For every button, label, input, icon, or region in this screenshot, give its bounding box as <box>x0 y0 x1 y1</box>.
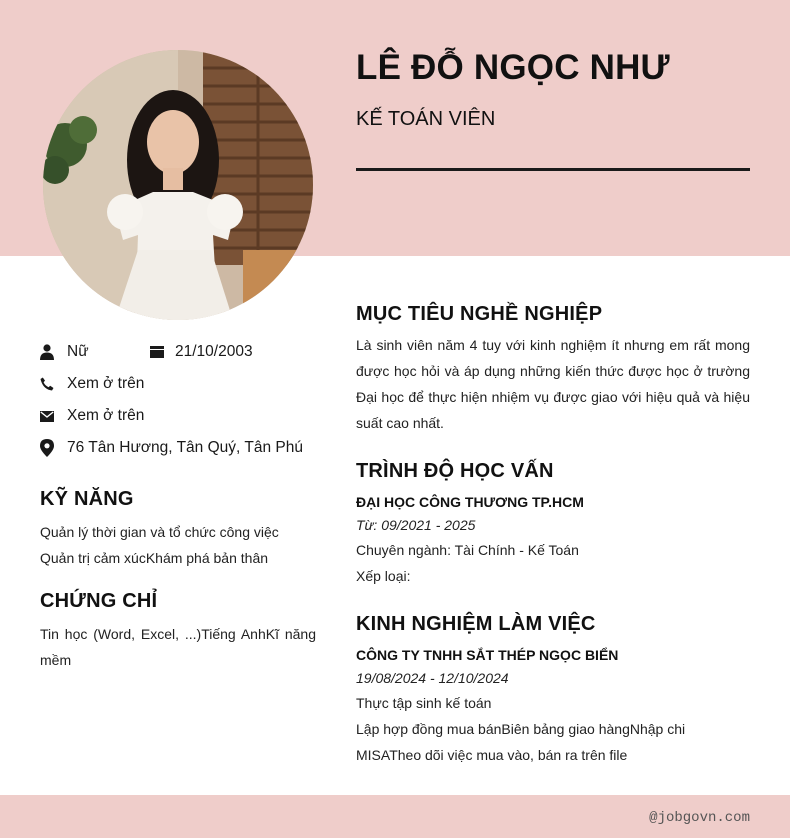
phone-value: Xem ở trên <box>67 375 145 392</box>
profile-photo <box>43 50 313 320</box>
address-value: 76 Tân Hương, Tân Quý, Tân Phú <box>67 439 303 456</box>
gender-row <box>40 343 89 361</box>
person-icon <box>40 344 54 360</box>
email-row <box>40 407 144 425</box>
experience-heading: KINH NGHIỆM LÀM VIỆC <box>356 613 596 635</box>
gender-value: Nữ <box>67 343 89 360</box>
experience-period: 19/08/2024 - 12/10/2024 <box>356 670 509 686</box>
phone-row <box>40 375 144 393</box>
location-pin-icon <box>40 440 54 456</box>
skills-heading: KỸ NĂNG <box>40 488 134 510</box>
address-row <box>40 439 303 457</box>
experience-description: Lập hợp đồng mua bánBiên bảng giao hàngNhập chi MISATheo dõi việc mua vào, bán ra trên file <box>356 721 686 763</box>
company-name: CÔNG TY TNHH SẮT THÉP NGỌC BIỂN <box>356 647 619 663</box>
experience-role: Thực tập sinh kế toán <box>356 695 492 711</box>
job-title: KẾ TOÁN VIÊN <box>356 108 496 130</box>
education-rank: Xếp loại: <box>356 568 411 584</box>
objective-heading: MỤC TIÊU NGHỀ NGHIỆP <box>356 303 603 325</box>
mail-icon <box>40 408 54 424</box>
phone-icon <box>40 376 54 392</box>
education-major: Chuyên ngành: Tài Chính - Kế Toán <box>356 542 579 558</box>
certificates-text: Tin học (Word, Excel, ...)Tiếng AnhKĩ năng mềm <box>40 626 316 668</box>
objective-text: Là sinh viên năm 4 tuy với kinh nghiệm ít nhưng em rất mong được học hỏi và áp dụng những kiến thức được học ở trường Đại học để thực hiện nhiệm vụ được giao với hiệu quả và hiệu suất cao nhất. <box>356 337 750 431</box>
calendar-icon <box>150 344 164 360</box>
birthdate-value: 21/10/2003 <box>175 343 253 360</box>
skill-item: Quản trị cảm xúcKhám phá bản thân <box>40 550 269 566</box>
birthdate-row <box>150 343 253 361</box>
footer-brand: @jobgovn.com <box>649 810 750 826</box>
title-divider <box>356 168 750 171</box>
candidate-name: LÊ ĐỖ NGỌC NHƯ <box>356 48 670 87</box>
skill-item: Quản lý thời gian và tổ chức công việc <box>40 524 279 540</box>
school-name: ĐẠI HỌC CÔNG THƯƠNG TP.HCM <box>356 494 584 510</box>
education-period: Từ: 09/2021 - 2025 <box>356 517 476 533</box>
certificates-heading: CHỨNG CHỈ <box>40 590 158 612</box>
email-value: Xem ở trên <box>67 407 145 424</box>
education-heading: TRÌNH ĐỘ HỌC VẤN <box>356 460 554 482</box>
